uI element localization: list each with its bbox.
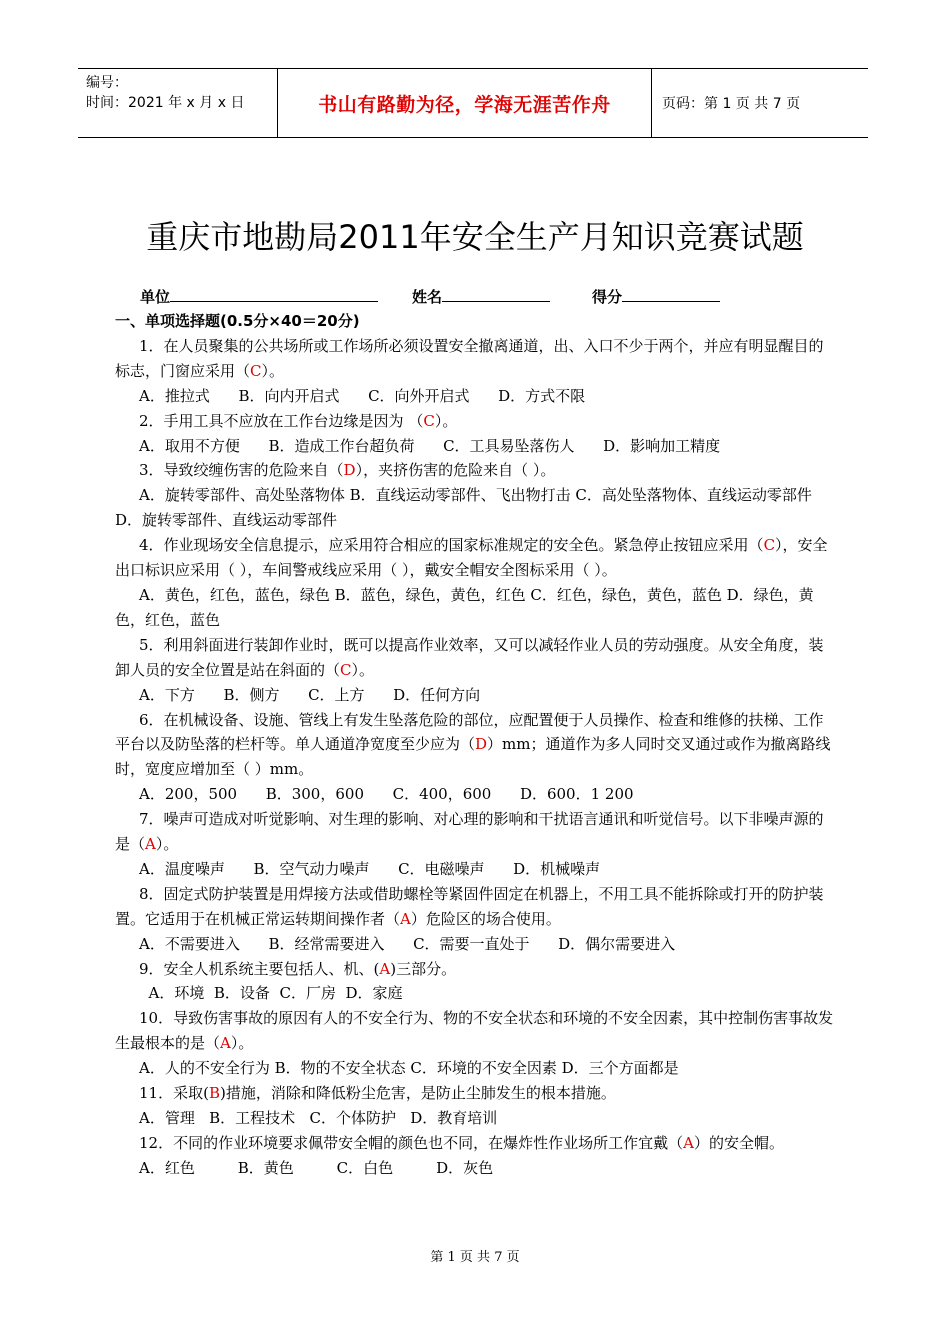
options-11: A．管理 B．工程技术 C．个体防护 D．教育培训 xyxy=(139,1109,498,1127)
number-label: 编号： xyxy=(86,75,128,91)
options-3: A．旋转零部件、高处坠落物体 B．直线运动零部件、飞出物打击 C．高处坠落物体、直线运动零部件 D．旋转零部件、直线运动零部件 xyxy=(115,486,812,530)
options-9: A．环境 B．设备 C．厂房 D．家庭 xyxy=(139,984,403,1003)
header-table xyxy=(78,68,868,138)
answer: C xyxy=(340,660,352,679)
score-field[interactable] xyxy=(622,287,720,302)
question-4: 4．作业现场安全信息提示，应采用符合相应的国家标准规定的安全色。紧急停止按钮应采用（C），安全出口标识应采用（ ），车间警戒线应采用（ ），戴安全帽安全图标采用（ ）。 xyxy=(115,536,828,580)
info-line xyxy=(140,286,720,307)
question-6: 6．在机械设备、设施、管线上有发生坠落危险的部位，应配置便于人员操作、检查和维修的扶梯、工作平台以及防坠落的栏杆等。单人通道净宽度至少应为（D）mm；通道作为多人同时交叉通过或作为撤离路线时，宽度应增加至（ ）mm。 xyxy=(115,710,831,779)
score-label: 得分 xyxy=(592,288,623,306)
question-10: 10．导致伤害事故的原因有人的不安全行为、物的不安全状态和环境的不安全因素，其中控制伤害事故发生最根本的是（A）。 xyxy=(115,1009,834,1053)
answer: A xyxy=(683,1133,694,1152)
options-6: A．200，500 B．300，600 C．400，600 D．600．1 200 xyxy=(139,785,634,804)
answer: B xyxy=(208,1084,220,1103)
answer: A xyxy=(400,909,411,928)
question-9: 9．安全人机系统主要包括人、机、(A)三部分。 xyxy=(139,959,457,978)
options-1: A．推拉式 B．向内开启式 C．向外开启式 D．方式不限 xyxy=(139,386,586,405)
answer: C xyxy=(423,411,435,430)
unit-field[interactable] xyxy=(170,287,378,302)
page-info: 页码：第 1 页 共 7 页 xyxy=(662,96,801,112)
options-10: A．人的不安全行为 B．物的不安全状态 C．环境的不安全因素 D．三个方面都是 xyxy=(139,1059,679,1078)
answer: A xyxy=(220,1034,231,1053)
section-heading: 一、单项选择题(0.5分×40＝20分) xyxy=(115,312,360,330)
question-7: 7．噪声可造成对听觉影响、对生理的影响、对心理的影响和干扰语言通讯和听觉信号。以下非噪声源的是（A）。 xyxy=(115,810,824,854)
header-left-cell xyxy=(78,69,278,137)
question-11: 11．采取(B)措施，消除和降低粉尘危害，是防止尘肺发生的根本措施。 xyxy=(139,1084,616,1103)
question-3: 3．导致绞缠伤害的危险来自（D），夹挤伤害的危险来自（ ）。 xyxy=(139,461,556,480)
answer: D xyxy=(475,735,488,754)
unit-label: 单位 xyxy=(140,288,171,306)
options-7: A．温度噪声 B．空气动力噪声 C．电磁噪声 D．机械噪声 xyxy=(139,859,601,878)
question-5: 5．利用斜面进行装卸作业时，既可以提高作业效率，又可以减轻作业人员的劳动强度。从安全角度，装卸人员的安全位置是站在斜面的（C）。 xyxy=(115,635,824,679)
answer: D xyxy=(343,461,356,480)
answer: A xyxy=(379,959,391,978)
motto: 书山有路勤为径，学海无涯苦作舟 xyxy=(278,69,652,137)
time-label: 时间：2021 年 x 月 x 日 xyxy=(86,95,245,111)
answer: C xyxy=(250,361,262,380)
question-12: 12．不同的作业环境要求佩带安全帽的颜色也不同，在爆炸性作业场所工作宜戴（A）的安全帽。 xyxy=(139,1133,784,1152)
question-list xyxy=(115,309,835,1181)
options-8: A．不需要进入 B．经常需要进入 C．需要一直处于 D．偶尔需要进入 xyxy=(139,934,676,953)
page-title: 重庆市地勘局2011年安全生产月知识竞赛试题 xyxy=(146,218,804,256)
name-label: 姓名 xyxy=(412,288,443,306)
options-5: A．下方 B．侧方 C．上方 D．任何方向 xyxy=(139,685,481,704)
options-12: A．红色 B．黄色 C．白色 D．灰色 xyxy=(139,1158,494,1177)
answer: C xyxy=(763,536,776,555)
options-2: A．取用不方便 B．造成工作台超负荷 C．工具易坠落伤人 D．影响加工精度 xyxy=(139,436,721,455)
name-field[interactable] xyxy=(442,287,550,302)
question-1: 1．在人员聚集的公共场所或工作场所必须设置安全撤离通道，出、入口不少于两个，并应有明显醒目的标志，门窗应采用（C）。 xyxy=(115,336,824,380)
options-4: A．黄色，红色，蓝色，绿色 B．蓝色，绿色，黄色，红色 C．红色，绿色，黄色，蓝色 D．绿色，黄色，红色，蓝色 xyxy=(115,585,814,629)
page-footer: 第 1 页 共 7 页 xyxy=(430,1250,520,1265)
answer: A xyxy=(145,835,156,854)
question-8: 8．固定式防护装置是用焊接方法或借助螺栓等紧固件固定在机器上，不用工具不能拆除或打开的防护装置。它适用于在机械正常运转期间操作者（A）危险区的场合使用。 xyxy=(115,884,824,928)
question-2: 2．手用工具不应放在工作台边缘是因为 （C）。 xyxy=(139,411,458,430)
